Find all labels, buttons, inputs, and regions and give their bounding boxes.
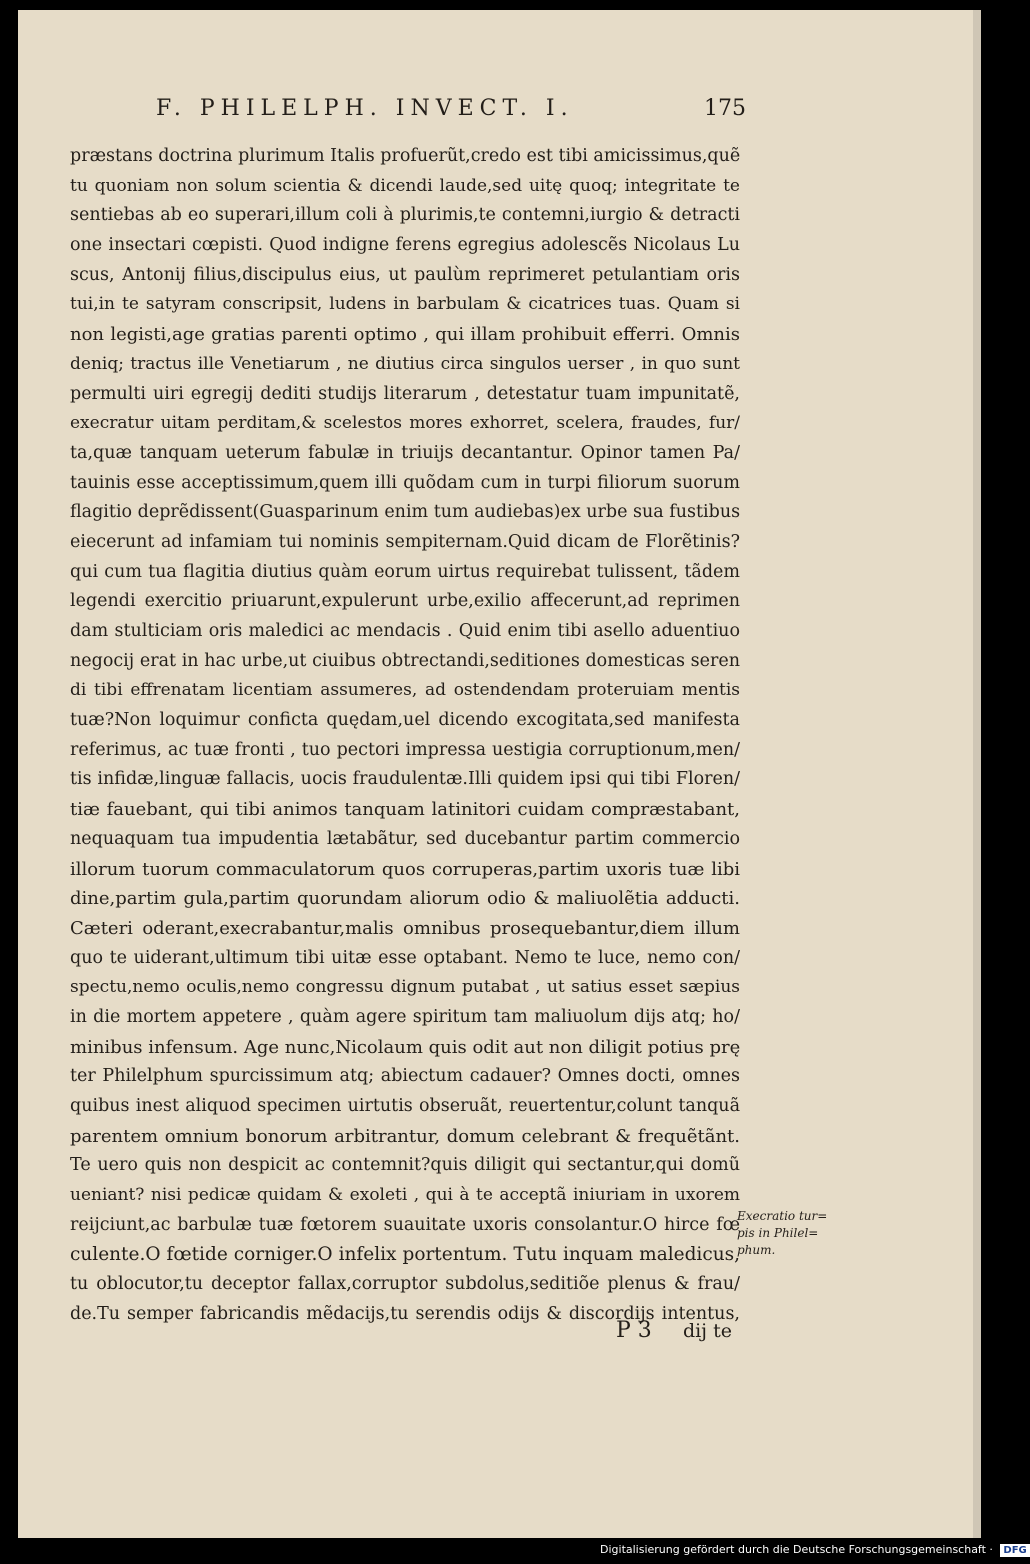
marginal-note-line: pis in Philel= xyxy=(737,1226,819,1240)
running-header xyxy=(156,96,746,121)
text-line: tui,in te satyram conscripsit, ludens in barbulam & cicatrices tuas. Quam si xyxy=(70,294,740,315)
text-line: ueniant? nisi pedicæ quidam & exoleti , qui à te acceptã iniuriam in uxorem xyxy=(70,1185,740,1206)
text-line: dine,partim gula,partim quorundam aliorum odio & maliuolẽtia adducti. xyxy=(70,888,740,910)
running-title: F. PHILELPH. INVECT. I. xyxy=(156,96,574,121)
text-line: tiæ fauebant, qui tibi animos tanquam latinitori cuidam compræstabant, xyxy=(70,799,740,821)
text-line: illorum tuorum commaculatorum quos corruperas,partim uxoris tuæ libi xyxy=(70,858,740,880)
text-line: Cæteri oderant,execrabantur,malis omnibus prosequebantur,diem illum xyxy=(70,917,740,939)
marginal-note xyxy=(737,1208,828,1259)
text-line: ter Philelphum spurcissimum atq; abiectum cadauer? Omnes docti, omnes xyxy=(70,1066,740,1087)
digitization-footer xyxy=(600,1543,1027,1561)
text-line: Te uero quis non despicit ac contemnit?quis diligit qui sectantur,qui domũ xyxy=(70,1155,740,1176)
text-line: de.Tu semper fabricandis mẽdacijs,tu serendis odijs & discordijs intentus, xyxy=(70,1303,740,1324)
text-line: tu quoniam non solum scientia & dicendi laude,sed uitę quoq; integritate te xyxy=(70,175,740,196)
text-line: tauinis esse acceptissimum,quem illi quõdam cum in turpi filiorum suorum xyxy=(70,472,740,493)
text-line: quibus inest aliquod specimen uirtutis obseruãt, reuertentur,colunt tanquã xyxy=(70,1096,740,1116)
page-number: 175 xyxy=(704,96,746,121)
text-line: flagitio deprẽdissent(Guasparinum enim tum audiebas)ex urbe sua fustibus xyxy=(70,502,741,523)
text-line: execratur uitam perditam,& scelestos mores exhorret, scelera, fraudes, fur/ xyxy=(70,413,740,434)
text-line: scus, Antonij filius,discipulus eius, ut paulùm reprimeret petulantiam oris xyxy=(70,264,740,285)
text-line: permulti uiri egregij dediti studijs literarum , detestatur tuam impunitatẽ, xyxy=(70,383,740,404)
body-text xyxy=(70,142,740,1330)
text-line: quo te uiderant,ultimum tibi uitæ esse optabant. Nemo te luce, nemo con/ xyxy=(70,947,740,968)
text-line: nequaquam tua impudentia lætabãtur, sed ducebantur partim commercio xyxy=(70,828,740,849)
text-line: tuæ?Non loquimur conficta quędam,uel dicendo excogitata,sed manifesta xyxy=(70,710,740,731)
text-line: præstans doctrina plurimum Italis profuerũt,credo est tibi amicissimus,quẽ xyxy=(70,146,741,166)
catchword: dij te xyxy=(682,1320,732,1342)
text-line: referimus, ac tuæ fronti , tuo pectori impressa uestigia corruptionum,men/ xyxy=(70,739,740,760)
text-line: legendi exercitio priuarunt,expulerunt urbe,exilio affecerunt,ad reprimen xyxy=(70,591,740,612)
text-line: qui cum tua flagitia diutius quàm eorum uirtus requirebat tulissent, tãdem xyxy=(70,561,740,582)
text-line: tu oblocutor,tu deceptor fallax,corruptor subdolus,seditiõe plenus & frau/ xyxy=(70,1274,740,1295)
text-line: eiecerunt ad infamiam tui nominis sempiternam.Quid dicam de Florẽtinis? xyxy=(70,531,740,552)
footer-credit: Digitalisierung gefördert durch die Deutsche Forschungsgemeinschaft · xyxy=(600,1543,993,1556)
marginal-note-line: Execratio tur= xyxy=(737,1209,828,1223)
book-page xyxy=(18,10,981,1538)
text-line: deniq; tractus ille Venetiarum , ne diutius circa singulos uerser , in quo sunt xyxy=(70,353,740,374)
text-line: one insectari cœpisti. Quod indigne ferens egregius adolescẽs Nicolaus Lu xyxy=(70,235,740,256)
text-line: dam stulticiam oris maledici ac mendacis . Quid enim tibi asello aduentiuo xyxy=(70,621,740,641)
text-line: minibus infensum. Age nunc,Nicolaum quis odit aut non diligit potius prę xyxy=(70,1036,741,1058)
text-line: reijciunt,ac barbulæ tuæ fœtorem suauitate uxoris consolantur.O hirce fœ xyxy=(70,1214,740,1235)
dfg-logo: DFG xyxy=(1000,1544,1029,1557)
text-line: culente.O fœtide corniger.O infelix portentum. Tutu inquam maledicus, xyxy=(70,1244,740,1266)
signature-mark: P 3 xyxy=(616,1318,652,1343)
text-line: di tibi effrenatam licentiam assumeres, ad ostendendam proteruiam mentis xyxy=(70,680,740,701)
text-line: spectu,nemo oculis,nemo congressu dignum putabat , ut satius esset sæpius xyxy=(70,977,740,998)
text-line: non legisti,age gratias parenti optimo , qui illam prohibuit efferri. Omnis xyxy=(70,324,740,346)
text-line: ta,quæ tanquam ueterum fabulæ in triuijs decantantur. Opinor tamen Pa/ xyxy=(70,442,740,463)
text-line: parentem omnium bonorum arbitrantur, domum celebrant & frequẽtãnt. xyxy=(70,1125,740,1147)
text-line: negocij erat in hac urbe,ut ciuibus obtrectandi,seditiones domesticas seren xyxy=(70,650,740,671)
text-line: sentiebas ab eo superari,illum coli à plurimis,te contemni,iurgio & detracti xyxy=(70,205,740,226)
text-line: in die mortem appetere , quàm agere spiritum tam maliuolum dijs atq; ho/ xyxy=(70,1006,740,1027)
marginal-note-line: phum. xyxy=(737,1243,776,1257)
text-line: tis infidæ,linguæ fallacis, uocis fraudulentæ.Illi quidem ipsi qui tibi Floren/ xyxy=(70,769,740,790)
